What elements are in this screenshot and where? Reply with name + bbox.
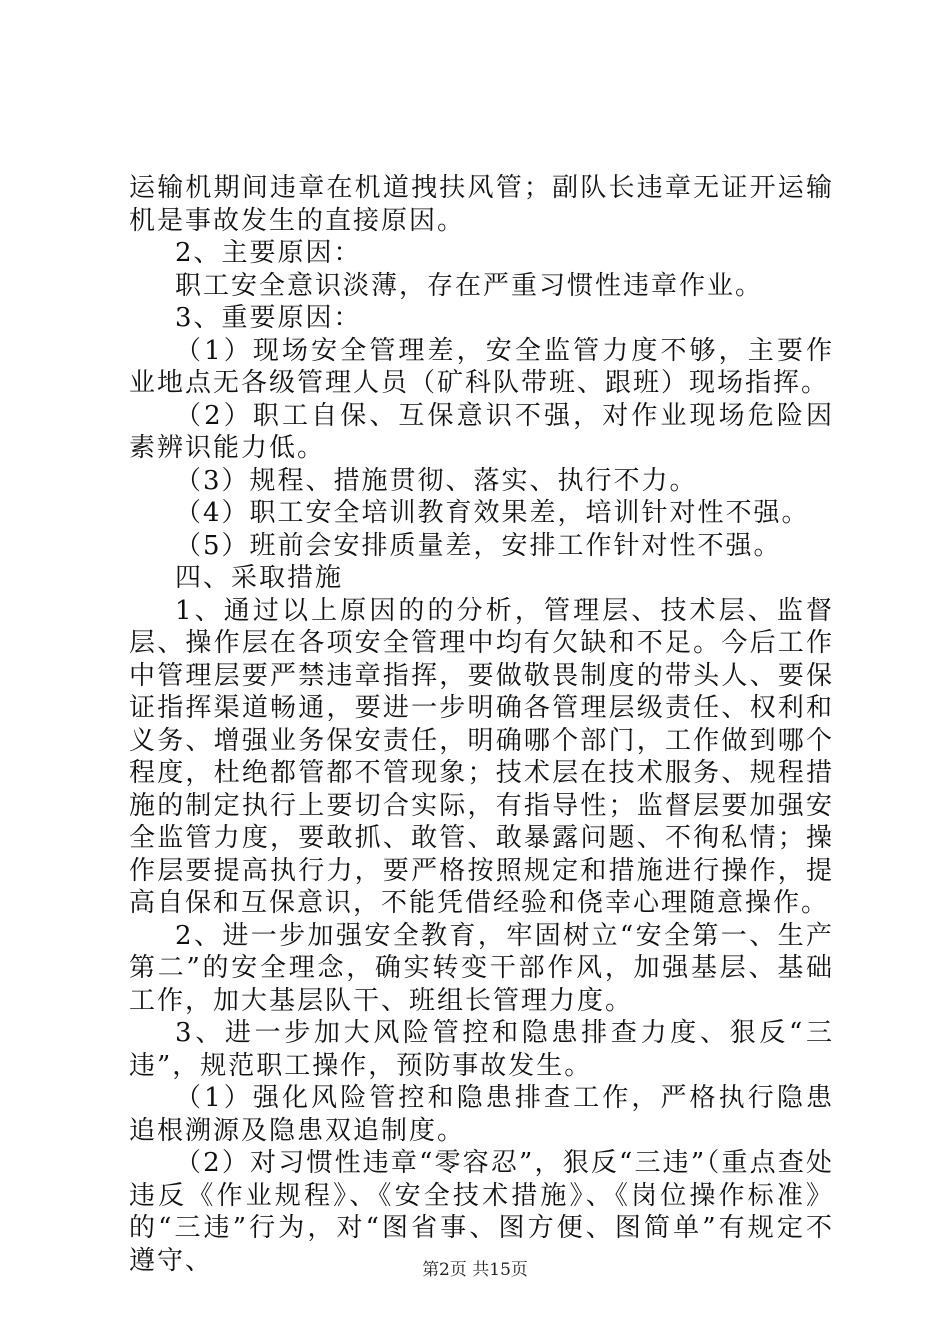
paragraph-cause-3: （3）规程、措施贯彻、落实、执行不力。 <box>175 465 698 496</box>
paragraph-cause-2: （2）职工自保、互保意识不强，对作业现场危险因素辨识能力低。 <box>129 400 834 463</box>
paragraph-cause-1: （1）现场安全管理差，安全监管力度不够，主要作业地点无各级管理人员（矿科队带班、跟班）现场指挥。 <box>129 335 834 398</box>
paragraph-important-cause-heading: 3、重要原因： <box>175 303 362 333</box>
paragraph-measure-3-2: （2）对习惯性违章“零容忍”，狠反“三违”（重点查处违反《作业规程》、《安全技术措施》、《岗位操作标准》的“三违”行为，对“图省事、图方便、图简单”有规定不遵守、 <box>129 1148 834 1276</box>
paragraph-cause-4: （4）职工安全培训教育效果差，培训针对性不强。 <box>175 498 810 528</box>
paragraph-measure-3: 3、进一步加大风险管控和隐患排查力度、狠反“三违”，规范职工操作，预防事故发生。 <box>129 1018 834 1081</box>
paragraph-measure-2: 2、进一步加强安全教育，牢固树立“安全第一、生产第二”的安全理念，确实转变干部作风，加强基层、基础工作，加大基层队干、班组长管理力度。 <box>129 920 834 1016</box>
page-footer: 第2页 共15页 <box>422 1260 528 1280</box>
paragraph-measure-3-1: （1）强化风险管控和隐患排查工作，严格执行隐患追根溯源及隐患双追制度。 <box>129 1083 834 1146</box>
document-body <box>129 172 834 1277</box>
paragraph-main-cause-heading: 2、主要原因： <box>175 238 362 268</box>
paragraph-continuation: 运输机期间违章在机道拽扶风管；副队长违章无证开运输机是事故发生的直接原因。 <box>129 173 834 236</box>
paragraph-main-cause: 职工安全意识淡薄，存在严重习惯性违章作业。 <box>175 270 764 301</box>
paragraph-cause-5: （5）班前会安排质量差，安排工作针对性不强。 <box>175 530 782 561</box>
section-heading-measures: 四、采取措施 <box>175 563 344 593</box>
paragraph-measure-1: 1、通过以上原因的的分析，管理层、技术层、监督层、操作层在各项安全管理中均有欠缺和不足。今后工作中管理层要严禁违章指挥，要做敬畏制度的带头人、要保证指挥渠道畅通，要进一步明确各管理层级责任、权利和义务、增强业务保安责任，明确哪个部门，工作做到哪个程度，杜绝都管都不管现象；技术层在技术服务、规程措施的制定执行上要切合实际，有指导性；监督层要加强安全监管力度，要敢抓、敢管、敢暴露问题、不徇私情；操作层要提高执行力，要严格按照规定和措施进行操作，提高自保和互保意识，不能凭借经验和侥幸心理随意操作。 <box>129 595 834 918</box>
